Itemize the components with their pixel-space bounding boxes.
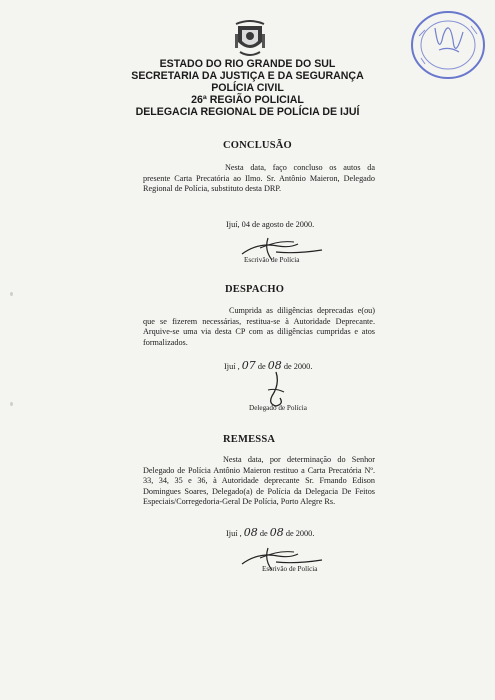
letterhead-line: 26ª REGIÃO POLICIAL [191,94,304,106]
letterhead [0,58,495,118]
remessa-date: Ijuí , 08 de 08 de 2000. [226,526,315,539]
handwritten-month: 08 [267,359,282,372]
despacho-paragraph: Cumprida as diligências deprecadas e(ou) que se fizerem necessárias, restitua-se à Autoridade Deprecante. Arquive-se uma via desta CP com as diligências cumpridas e atos formalizados. [143,306,375,347]
punch-hole-mark [10,292,13,296]
handwritten-day: 08 [243,526,258,539]
letterhead-line: DELEGACIA REGIONAL DE POLÍCIA DE IJUÍ [135,106,360,118]
letterhead-line: SECRETARIA DA JUSTIÇA E DA SEGURANÇA [131,70,364,82]
remessa-signer-role: Escrivão de Polícia [262,565,318,573]
conclusao-paragraph: Nesta data, faço concluso os autos da presente Carta Precatória ao Ilmo. Sr. Antônio Maieron, Delegado Regional de Polícia, substituto desta DRP. [143,163,375,194]
letterhead-line: POLÍCIA CIVIL [211,82,284,94]
punch-hole-mark [10,402,13,406]
state-coat-of-arms-icon [234,20,266,58]
despacho-date: Ijuí , 07 de 08 de 2000. [224,359,313,372]
despacho-signer-role: Delegado de Polícia [249,404,307,412]
handwritten-day: 07 [241,359,256,372]
handwritten-month: 08 [269,526,284,539]
remessa-paragraph: Nesta data, por determinação do Senhor Delegado de Polícia Antônio Maieron restituo a Carta Precatória Nº. 33, 34, 35 e 36, à Autoridade deprecante Sr. Frnando Edison Domingues Soares, Delegado(a) de Polícia da Delegacia De Feitos Especiais/Corregedoria-Geral De Polícia, Porto Alegre Rs. [143,455,375,507]
conclusao-signer-role: Escrivão de Polícia [244,256,300,264]
despacho-title: DESPACHO [225,284,285,295]
conclusao-title: CONCLUSÃO [223,140,292,151]
letterhead-line: ESTADO DO RIO GRANDE DO SUL [159,58,336,70]
conclusao-date: Ijuí, 04 de agosto de 2000. [226,220,315,229]
remessa-title: REMESSA [223,434,276,445]
